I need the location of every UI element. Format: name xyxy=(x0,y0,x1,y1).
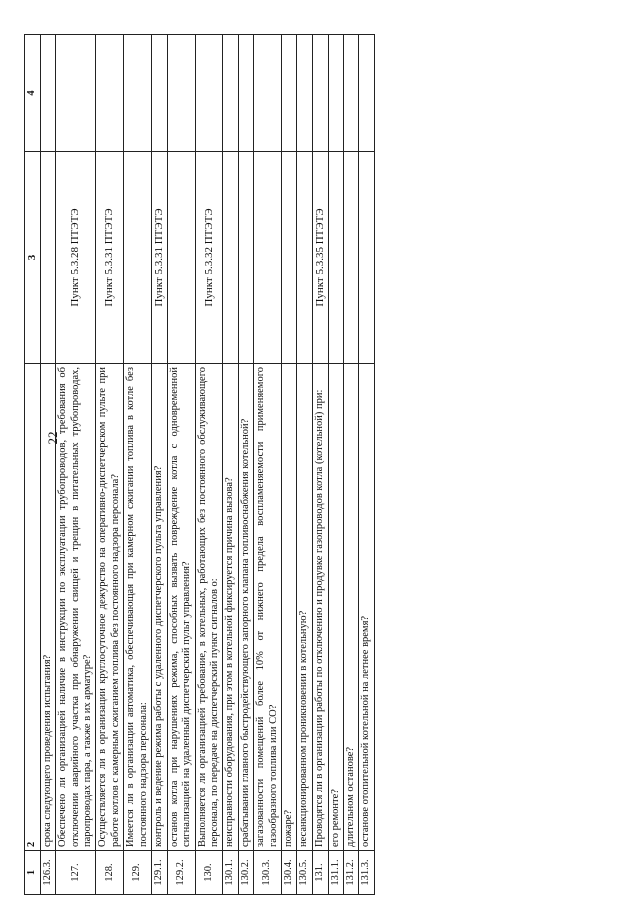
row-mark xyxy=(359,35,374,152)
table-row xyxy=(167,35,195,895)
row-number: 127. xyxy=(56,851,96,895)
row-mark xyxy=(238,35,253,152)
row-mark xyxy=(40,35,55,152)
row-number: 130.1. xyxy=(223,851,238,895)
row-mark xyxy=(167,35,195,152)
row-mark xyxy=(281,35,296,152)
row-question: срока следующего проведения испытания? xyxy=(40,364,55,851)
table-rotation-frame xyxy=(20,30,580,900)
row-number: 130.2. xyxy=(238,851,253,895)
row-reference: Пункт 5.3.28 ПТЭТЭ xyxy=(56,152,96,364)
header-col-2: 2 xyxy=(25,364,41,851)
row-mark xyxy=(254,35,282,152)
table-row xyxy=(56,35,96,895)
row-question: его ремонте? xyxy=(328,364,343,851)
row-reference xyxy=(223,152,238,364)
table-row xyxy=(195,35,223,895)
row-mark xyxy=(297,35,312,152)
row-reference: Пункт 5.3.32 ПТЭТЭ xyxy=(195,152,223,364)
row-question: Проводятся ли в организации работы по отключению и продувке газопроводов котла (котельной) при: xyxy=(312,364,328,851)
row-reference xyxy=(40,152,55,364)
row-number: 131.1. xyxy=(328,851,343,895)
row-mark xyxy=(195,35,223,152)
row-number: 129. xyxy=(124,851,152,895)
row-number: 131.2. xyxy=(344,851,359,895)
row-mark xyxy=(151,35,167,152)
header-col-4: 4 xyxy=(25,35,41,152)
header-col-3: 3 xyxy=(25,152,41,364)
row-question: останов котла при нарушениях режима, способных вызвать повреждение котла с одновременной сигнализацией на удаленный диспетчерский пульт управления? xyxy=(167,364,195,851)
table-row xyxy=(312,35,328,895)
row-reference: Пункт 5.3.31 ПТЭТЭ xyxy=(151,152,167,364)
row-question: Выполняется ли организацией требование, в котельных, работающих без постоянного обслуживающего персонала, по передаче на диспетчерский пункт сигналов о: xyxy=(195,364,223,851)
row-mark xyxy=(56,35,96,152)
row-mark xyxy=(312,35,328,152)
table-rotated-container xyxy=(20,30,580,900)
row-mark xyxy=(124,35,152,152)
row-number: 131. xyxy=(312,851,328,895)
row-reference xyxy=(238,152,253,364)
table-header-row xyxy=(25,35,41,895)
table-row xyxy=(281,35,296,895)
row-number: 130.4. xyxy=(281,851,296,895)
row-question: пожаре? xyxy=(281,364,296,851)
row-question: Осуществляется ли в организации круглосуточное дежурство на оперативно-диспетчерском пульте при работе котлов с камерным сжиганием топлива без постоянного надзора персонала? xyxy=(96,364,124,851)
row-reference xyxy=(254,152,282,364)
table-row xyxy=(297,35,312,895)
table-row xyxy=(223,35,238,895)
row-number: 130.5. xyxy=(297,851,312,895)
row-question: длительном останове? xyxy=(344,364,359,851)
table-row xyxy=(124,35,152,895)
row-number: 129.1. xyxy=(151,851,167,895)
row-number: 128. xyxy=(96,851,124,895)
row-reference xyxy=(124,152,152,364)
row-reference xyxy=(281,152,296,364)
row-reference xyxy=(167,152,195,364)
row-mark xyxy=(328,35,343,152)
table-row xyxy=(344,35,359,895)
row-reference xyxy=(328,152,343,364)
row-question: останове отопительной котельной на летнее время? xyxy=(359,364,374,851)
row-question: неисправности оборудования, при этом в котельной фиксируется причина вызова? xyxy=(223,364,238,851)
row-mark xyxy=(223,35,238,152)
row-question: срабатывании главного быстродействующего запорного клапана топливоснабжения котельной? xyxy=(238,364,253,851)
table-row xyxy=(238,35,253,895)
page-number: 22 xyxy=(45,431,60,445)
row-reference xyxy=(297,152,312,364)
row-reference xyxy=(359,152,374,364)
inspection-checklist-table xyxy=(24,34,375,895)
row-question: Обеспечено ли организацией наличие в инструкции по эксплуатации трубопроводов, требования об отключении аварийного участка при обнаружении свищей и трещин в питательных трубопроводах, паропроводах пара, а также в их арматуре? xyxy=(56,364,96,851)
row-question: Имеется ли в организации автоматика, обеспечивающая при камерном сжигании топлива в котле без постоянного надзора персонала: xyxy=(124,364,152,851)
table-row xyxy=(359,35,374,895)
table-row xyxy=(96,35,124,895)
header-col-1: 1 xyxy=(25,851,41,895)
row-number: 129.2. xyxy=(167,851,195,895)
row-number: 130.3. xyxy=(254,851,282,895)
row-reference: Пункт 5.3.31 ПТЭТЭ xyxy=(96,152,124,364)
table-row xyxy=(328,35,343,895)
table-row xyxy=(151,35,167,895)
row-reference xyxy=(344,152,359,364)
row-question: контроль и ведение режима работы с удаленного диспетчерского пульта управления? xyxy=(151,364,167,851)
row-number: 126.3. xyxy=(40,851,55,895)
row-mark xyxy=(344,35,359,152)
row-number: 130. xyxy=(195,851,223,895)
row-number: 131.3. xyxy=(359,851,374,895)
row-mark xyxy=(96,35,124,152)
row-question: несанкционированном проникновении в котельную? xyxy=(297,364,312,851)
table-row xyxy=(254,35,282,895)
row-question: загазованности помещений более 10% от нижнего предела воспламеняемости применяемого газообразного топлива или СО? xyxy=(254,364,282,851)
row-reference: Пункт 5.3.35 ПТЭТЭ xyxy=(312,152,328,364)
table-row xyxy=(40,35,55,895)
